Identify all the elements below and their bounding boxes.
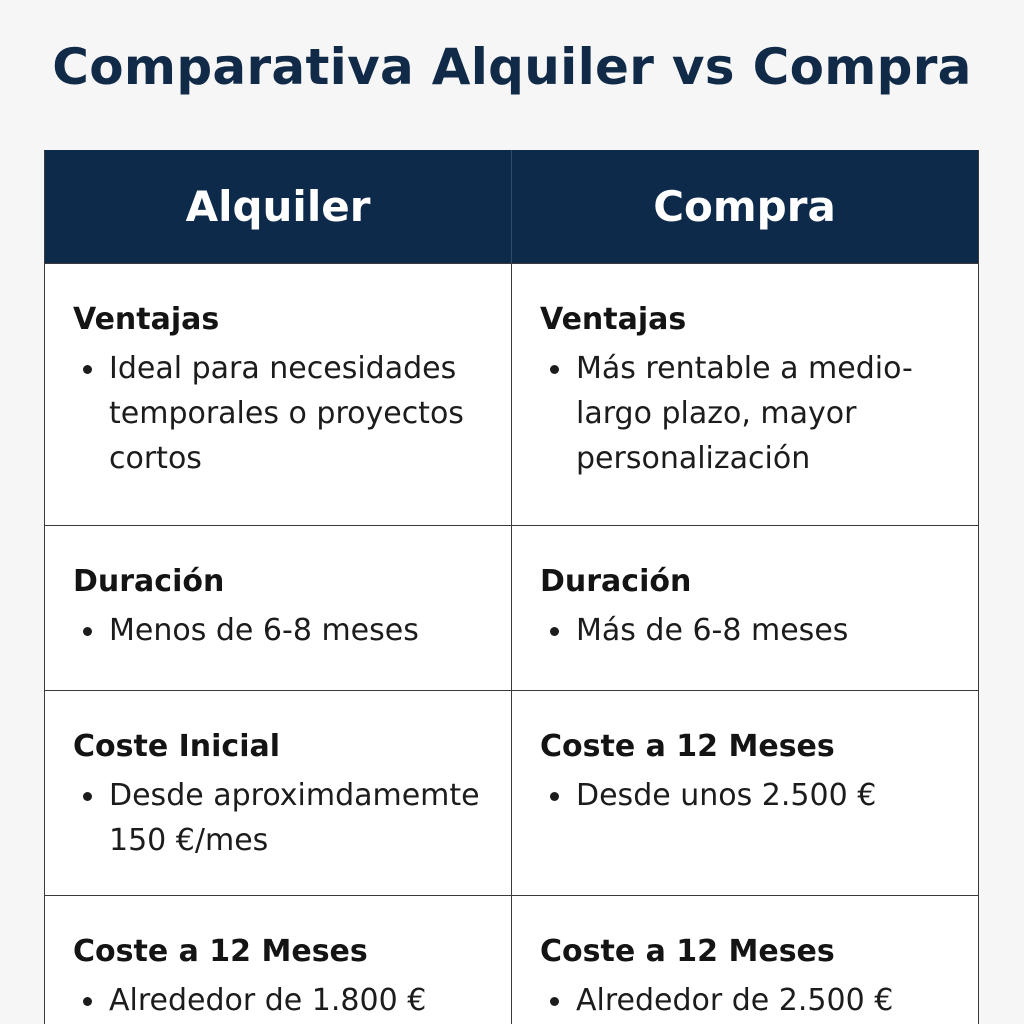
cell-heading: Coste a 12 Meses (73, 934, 368, 969)
bullet-icon (83, 365, 92, 374)
cell-heading: Coste a 12 Meses (540, 729, 835, 764)
list-item-text: Alrededor de 2.500 € (576, 983, 894, 1018)
list-item (540, 978, 957, 1023)
table-cell (45, 691, 512, 895)
list-item (540, 773, 957, 818)
table-cell (512, 896, 977, 1024)
list-item-text: Desde aproximdamemte 150 €/mes (109, 778, 480, 858)
comparison-table (44, 150, 979, 1024)
list-item-text: Más de 6-8 meses (576, 613, 849, 648)
list-item (540, 346, 957, 481)
column-header-alquiler: Alquiler (45, 150, 512, 263)
bullet-icon (550, 792, 559, 801)
bullet-icon (550, 365, 559, 374)
bullet-icon (83, 997, 92, 1006)
bullet-icon (83, 792, 92, 801)
list-item-text: Ideal para necesidades temporales o proyectos cortos (109, 351, 464, 476)
bullet-icon (83, 627, 92, 636)
list-item-text: Desde unos 2.500 € (576, 778, 877, 813)
list-item (540, 608, 957, 653)
bullet-icon (550, 997, 559, 1006)
cell-heading: Ventajas (540, 302, 687, 337)
table-row (45, 263, 978, 525)
cell-heading: Ventajas (73, 302, 220, 337)
bullet-icon (550, 627, 559, 636)
list-item-text: Menos de 6-8 meses (109, 613, 419, 648)
cell-heading: Duración (73, 564, 225, 599)
cell-heading: Duración (540, 564, 692, 599)
table-cell (45, 264, 512, 525)
table-cell (45, 896, 512, 1024)
cell-heading: Coste Inicial (73, 729, 281, 764)
table-row (45, 525, 978, 690)
list-item (73, 608, 491, 653)
cell-heading: Coste a 12 Meses (540, 934, 835, 969)
column-header-compra: Compra (653, 182, 836, 231)
table-header-row (45, 150, 978, 263)
table-cell (512, 264, 977, 525)
list-item-text: Alrededor de 1.800 € (109, 983, 427, 1018)
table-row (45, 895, 978, 1024)
table-row (45, 690, 978, 895)
table-cell (45, 526, 512, 690)
list-item (73, 773, 491, 863)
list-item (73, 978, 491, 1023)
page-title: Comparativa Alquiler vs Compra (52, 38, 972, 96)
list-item (73, 346, 491, 481)
table-cell (512, 526, 977, 690)
table-cell (512, 691, 977, 895)
list-item-text: Más rentable a medio-largo plazo, mayor personalización (576, 351, 913, 476)
